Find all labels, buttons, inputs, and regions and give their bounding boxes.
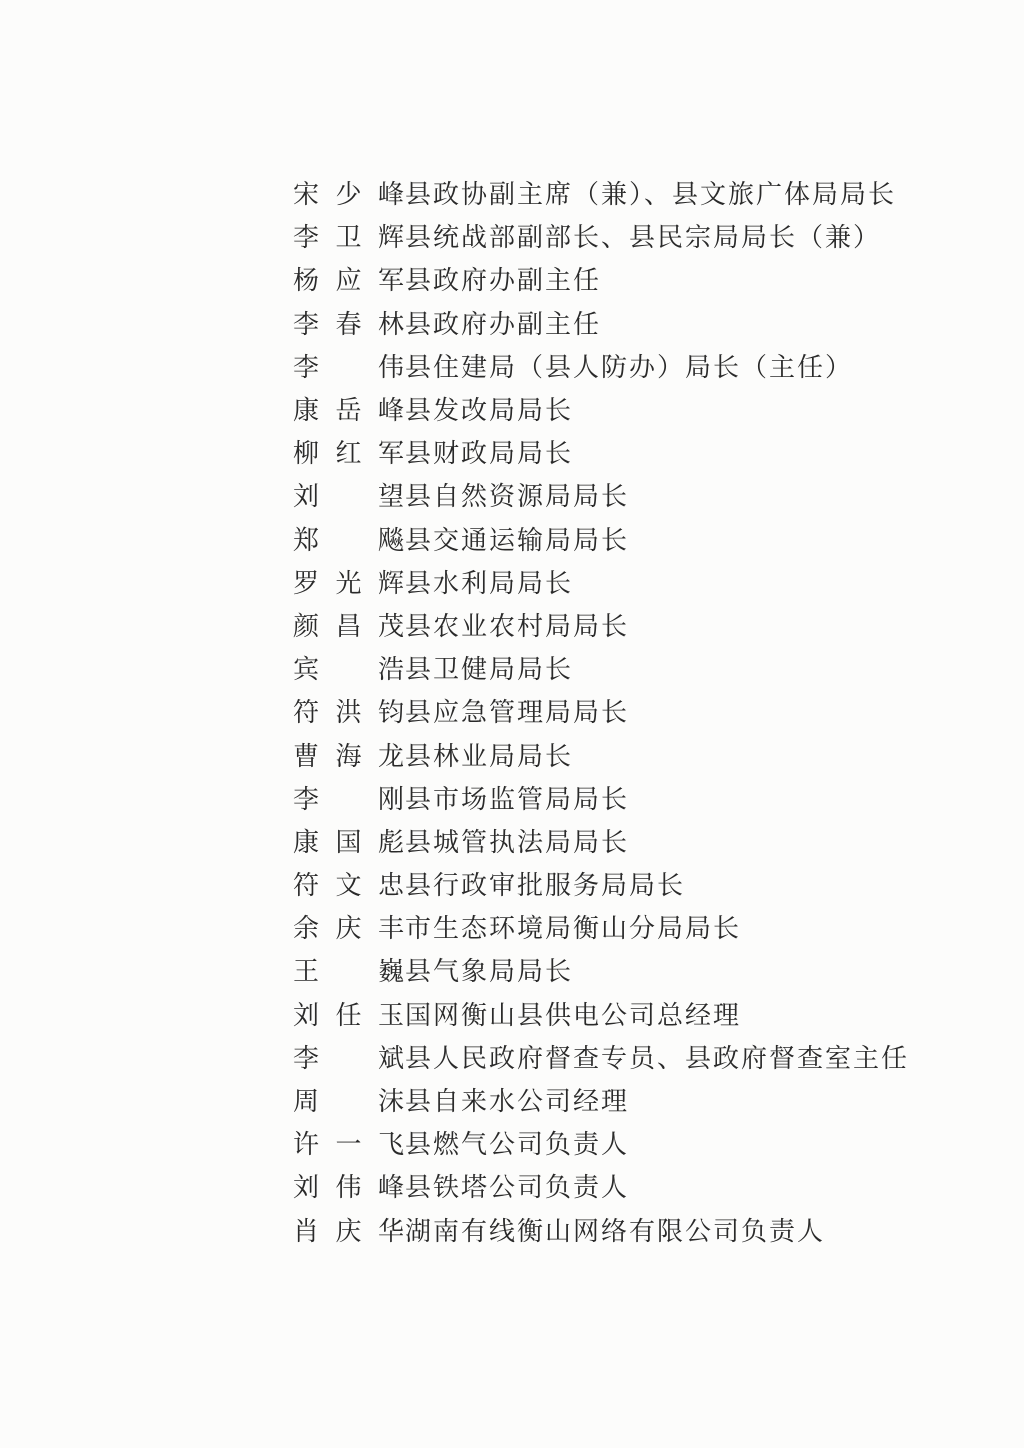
member-role: 湖南有线衡山网络有限公司负责人 bbox=[405, 1216, 826, 1247]
member-role: 县农业农村局局长 bbox=[405, 611, 630, 642]
member-role: 县自然资源局局长 bbox=[405, 482, 630, 513]
member-role: 县水利局局长 bbox=[405, 568, 574, 599]
member-name: 宋 少 峰 bbox=[293, 180, 405, 211]
member-role: 县发改局局长 bbox=[405, 396, 574, 427]
list-item bbox=[293, 992, 993, 1035]
member-name: 刘 伟 峰 bbox=[293, 1173, 405, 1204]
member-role: 国网衡山县供电公司总经理 bbox=[405, 1000, 742, 1031]
member-role: 县卫健局局长 bbox=[405, 655, 574, 686]
member-role: 县铁塔公司负责人 bbox=[405, 1173, 630, 1204]
list-item bbox=[293, 732, 993, 775]
member-name: 李 刚 bbox=[293, 784, 405, 815]
list-item bbox=[293, 1121, 993, 1164]
member-role: 县财政局局长 bbox=[405, 439, 574, 470]
member-role: 县住建局（县人防办）局长（主任） bbox=[405, 352, 854, 383]
list-item bbox=[293, 301, 993, 344]
member-name: 李 斌 bbox=[293, 1043, 405, 1074]
member-role: 县自来水公司经理 bbox=[405, 1087, 630, 1118]
member-list bbox=[293, 171, 993, 1251]
member-name: 李 卫 辉 bbox=[293, 223, 405, 254]
member-name: 李 春 林 bbox=[293, 309, 405, 340]
list-item bbox=[293, 473, 993, 516]
list-item bbox=[293, 776, 993, 819]
member-role: 县政府办副主任 bbox=[405, 266, 602, 297]
member-name: 罗 光 辉 bbox=[293, 568, 405, 599]
member-name: 康 岳 峰 bbox=[293, 396, 405, 427]
list-item bbox=[293, 862, 993, 905]
member-role: 市生态环境局衡山分局局长 bbox=[405, 914, 742, 945]
member-name: 康 国 彪 bbox=[293, 827, 405, 858]
list-item bbox=[293, 905, 993, 948]
member-role: 县统战部副部长、县民宗局局长（兼） bbox=[405, 223, 882, 254]
member-role: 县交通运输局局长 bbox=[405, 525, 630, 556]
list-item bbox=[293, 430, 993, 473]
member-name: 杨 应 军 bbox=[293, 266, 405, 297]
member-name: 余 庆 丰 bbox=[293, 914, 405, 945]
member-name: 王 巍 bbox=[293, 957, 405, 988]
member-role: 县城管执法局局长 bbox=[405, 827, 630, 858]
member-role: 县人民政府督查专员、县政府督查室主任 bbox=[405, 1043, 910, 1074]
member-role: 县政府办副主任 bbox=[405, 309, 602, 340]
list-item bbox=[293, 1035, 993, 1078]
list-item bbox=[293, 560, 993, 603]
list-item bbox=[293, 646, 993, 689]
member-name: 颜 昌 茂 bbox=[293, 611, 405, 642]
member-name: 周 沫 bbox=[293, 1087, 405, 1118]
list-item bbox=[293, 387, 993, 430]
member-role: 县气象局局长 bbox=[405, 957, 574, 988]
member-name: 曹 海 龙 bbox=[293, 741, 405, 772]
list-item bbox=[293, 948, 993, 991]
member-role: 县林业局局长 bbox=[405, 741, 574, 772]
member-name: 肖 庆 华 bbox=[293, 1216, 405, 1247]
member-role: 县行政审批服务局局长 bbox=[405, 871, 686, 902]
member-name: 许 一 飞 bbox=[293, 1130, 405, 1161]
member-name: 刘 望 bbox=[293, 482, 405, 513]
member-role: 县市场监管局局长 bbox=[405, 784, 630, 815]
member-name: 宾 浩 bbox=[293, 655, 405, 686]
list-item bbox=[293, 1164, 993, 1207]
list-item bbox=[293, 257, 993, 300]
member-name: 符 文 忠 bbox=[293, 871, 405, 902]
member-name: 李 伟 bbox=[293, 352, 405, 383]
member-name: 柳 红 军 bbox=[293, 439, 405, 470]
list-item bbox=[293, 171, 993, 214]
list-item bbox=[293, 1208, 993, 1251]
member-name: 郑 飚 bbox=[293, 525, 405, 556]
member-name: 刘 任 玉 bbox=[293, 1000, 405, 1031]
member-name: 符 洪 钧 bbox=[293, 698, 405, 729]
list-item bbox=[293, 819, 993, 862]
list-item bbox=[293, 689, 993, 732]
list-item bbox=[293, 603, 993, 646]
list-item bbox=[293, 214, 993, 257]
member-role: 县燃气公司负责人 bbox=[405, 1130, 630, 1161]
list-item bbox=[293, 517, 993, 560]
list-item bbox=[293, 1078, 993, 1121]
member-role: 县政协副主席（兼）、县文旅广体局局长 bbox=[405, 180, 897, 211]
list-item bbox=[293, 344, 993, 387]
member-role: 县应急管理局局长 bbox=[405, 698, 630, 729]
